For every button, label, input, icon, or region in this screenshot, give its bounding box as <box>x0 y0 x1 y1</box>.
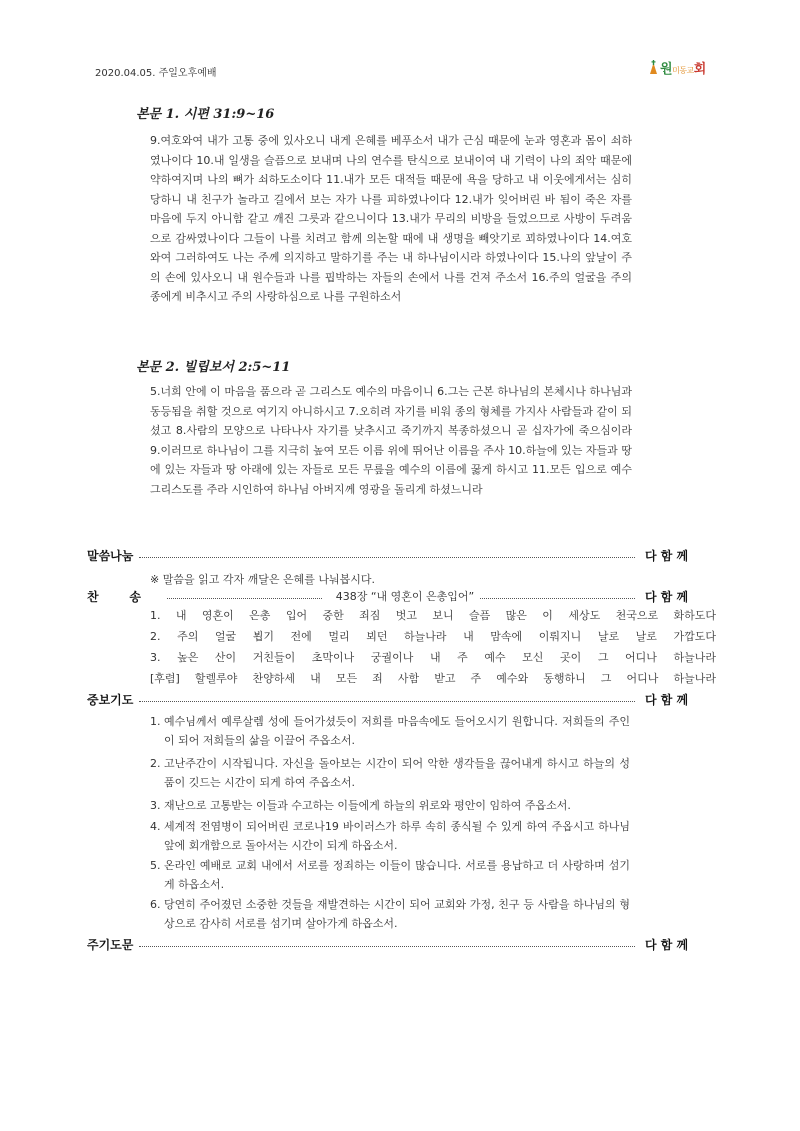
lords-prayer-who: 다 함 께 <box>645 937 689 952</box>
hymn-verse-3: 3. 높은 산이 거친들이 초막이나 궁궐이나 내 주 예수 모신 곳이 그 어디나 하늘나라 <box>150 651 716 664</box>
sharing-row <box>87 547 717 563</box>
hymn-verse-2: 2. 주의 얼굴 뵙기 전에 멀리 뵈던 하늘나라 내 맘속에 이뤄지니 날로 날로 가깝도다 <box>150 630 716 643</box>
prayer-item <box>150 817 630 855</box>
prayer-item-text: 예수님께서 예루살렘 성에 들어가셨듯이 저희를 마음속에도 들어오시기 원합니다. 저희들의 주인이 되어 저희들의 삶을 이끌어 주옵소서. <box>164 715 630 747</box>
prayer-item-text: 고난주간이 시작됩니다. 자신을 돌아보는 시간이 되어 악한 생각들을 끊어내게 하시고 하늘의 성품이 깃드는 시간이 되게 하여 주옵소서. <box>164 757 630 789</box>
prayer-item <box>150 754 630 792</box>
hymn-row <box>87 588 717 604</box>
hymn-label: 찬 송 <box>87 589 141 604</box>
leader-dots <box>139 695 635 702</box>
leader-dots <box>167 592 322 599</box>
leader-dots <box>480 592 635 599</box>
intercession-row <box>87 691 717 707</box>
hymn-verse-1: 1. 내 영혼이 은총 입어 중한 죄짐 벗고 보니 슬픔 많은 이 세상도 천국으로 화하도다 <box>150 609 716 622</box>
hymn-who: 다 함 께 <box>645 589 689 604</box>
church-logo-icon <box>649 60 658 75</box>
prayer-item-number: 4. <box>150 820 161 833</box>
prayer-item <box>150 856 630 894</box>
lords-prayer-row <box>87 936 717 952</box>
prayer-item-number: 1. <box>150 715 161 728</box>
prayer-item <box>150 712 630 750</box>
prayer-item <box>150 796 630 815</box>
prayer-item-number: 5. <box>150 859 161 872</box>
leader-dots <box>139 940 635 947</box>
sharing-who: 다 함 께 <box>645 548 689 563</box>
prayer-item-number: 6. <box>150 898 161 911</box>
church-logo-name: 원미동교회 <box>660 61 706 77</box>
prayer-item-text: 당연히 주어졌던 소중한 것들을 재발견하는 시간이 되어 교회와 가정, 친구 등 사람을 하나님의 형상으로 감사히 서로를 섬기며 살아가게 하옵소서. <box>164 898 630 930</box>
intercession-who: 다 함 께 <box>645 692 689 707</box>
header-date: 2020.04.05. 주일오후예배 <box>95 68 217 79</box>
sharing-note: ※ 말씀을 읽고 각자 깨달은 은혜를 나눠봅시다. <box>150 573 375 586</box>
prayer-item-text: 세계적 전염병이 되어버린 코로나19 바이러스가 하루 속히 종식될 수 있게 하여 주옵시고 하나님 앞에 회개함으로 돌아서는 시간이 되게 하옵소서. <box>164 820 630 852</box>
prayer-item-text: 온라인 예배로 교회 내에서 서로를 정죄하는 이들이 많습니다. 서로를 용납하고 더 사랑하며 섬기게 하옵소서. <box>164 859 630 891</box>
hymn-title: 438장 “내 영혼이 은총입어” <box>335 590 475 603</box>
intercession-label: 중보기도 <box>87 692 134 707</box>
section-2-title: 본문 2. 빌립보서 2:5~11 <box>136 360 291 375</box>
prayer-item <box>150 895 630 933</box>
prayer-item-number: 3. <box>150 799 161 812</box>
church-logo <box>649 58 719 76</box>
lords-prayer-label: 주기도문 <box>87 937 134 952</box>
sharing-label: 말씀나눔 <box>87 548 134 563</box>
leader-dots <box>139 551 635 558</box>
section-2-text: 5.너희 안에 이 마음을 품으라 곧 그리스도 예수의 마음이니 6.그는 근본 하나님의 본체시나 하나님과 동등됨을 취할 것으로 여기지 아니하시고 7.오히려 자기를 비워 종의 형체를 가지사 사람들과 같이 되셨고 8.사람의 모양으로 나타나사 자기를 낮추시고 죽기까지 복종하셨으니 곧 십자가에 죽으심이라 9.이러므로 하나님이 그를 지극히 높여 모든 이름 위에 뛰어난 이름을 주사 10.하늘에 있는 자들과 땅에 있는 자들과 땅 아래에 있는 자들로 모든 무릎을 예수의 이름에 꿇게 하시고 11.모든 입으로 예수 그리스도를 주라 시인하여 하나님 아버지께 영광을 돌리게 하셨느니라 <box>150 385 632 496</box>
section-1-text: 9.여호와여 내가 고통 중에 있사오니 내게 은혜를 베푸소서 내가 근심 때문에 눈과 영혼과 몸이 쇠하였나이다 10.내 일생을 슬픔으로 보내며 나의 연수를 탄식으로 보내이여 내 기력이 나의 죄악 때문에 약하여지며 나의 뼈가 쇠하도소이다 11.내가 모든 대적들 때문에 욕을 당하고 내 이웃에게서는 심히 당하니 내 친구가 놀라고 길에서 보는 자가 나를 피하였나이다 12.내가 잊어버린 바 됨이 죽은 자를 마음에 두지 아니함 같고 깨진 그릇과 같으니이다 13.내가 무리의 비방을 들었으므로 사방이 두려움으로 감싸였나이다 그들이 나를 치려고 함께 의논할 때에 내 생명을 빼앗기로 꾀하였나이다 14.여호와여 그러하여도 나는 주께 의지하고 말하기를 주는 내 하나님이시라 하였나이다 15.나의 앞날이 주의 손에 있사오니 내 원수들과 나를 핍박하는 자들의 손에서 나를 건져 주소서 16.주의 얼굴을 주의 종에게 비추시고 주의 사랑하심으로 나를 구원하소서 <box>150 134 632 303</box>
prayer-item-number: 2. <box>150 757 161 770</box>
hymn-refrain: [후렴] 할렐루야 찬양하세 내 모든 죄 사함 받고 주 예수와 동행하니 그 어디나 하늘나라 <box>150 672 716 685</box>
prayer-item-text: 재난으로 고통받는 이들과 수고하는 이들에게 하늘의 위로와 평안이 임하여 주옵소서. <box>164 799 571 812</box>
section-1-title: 본문 1. 시편 31:9~16 <box>136 107 275 122</box>
